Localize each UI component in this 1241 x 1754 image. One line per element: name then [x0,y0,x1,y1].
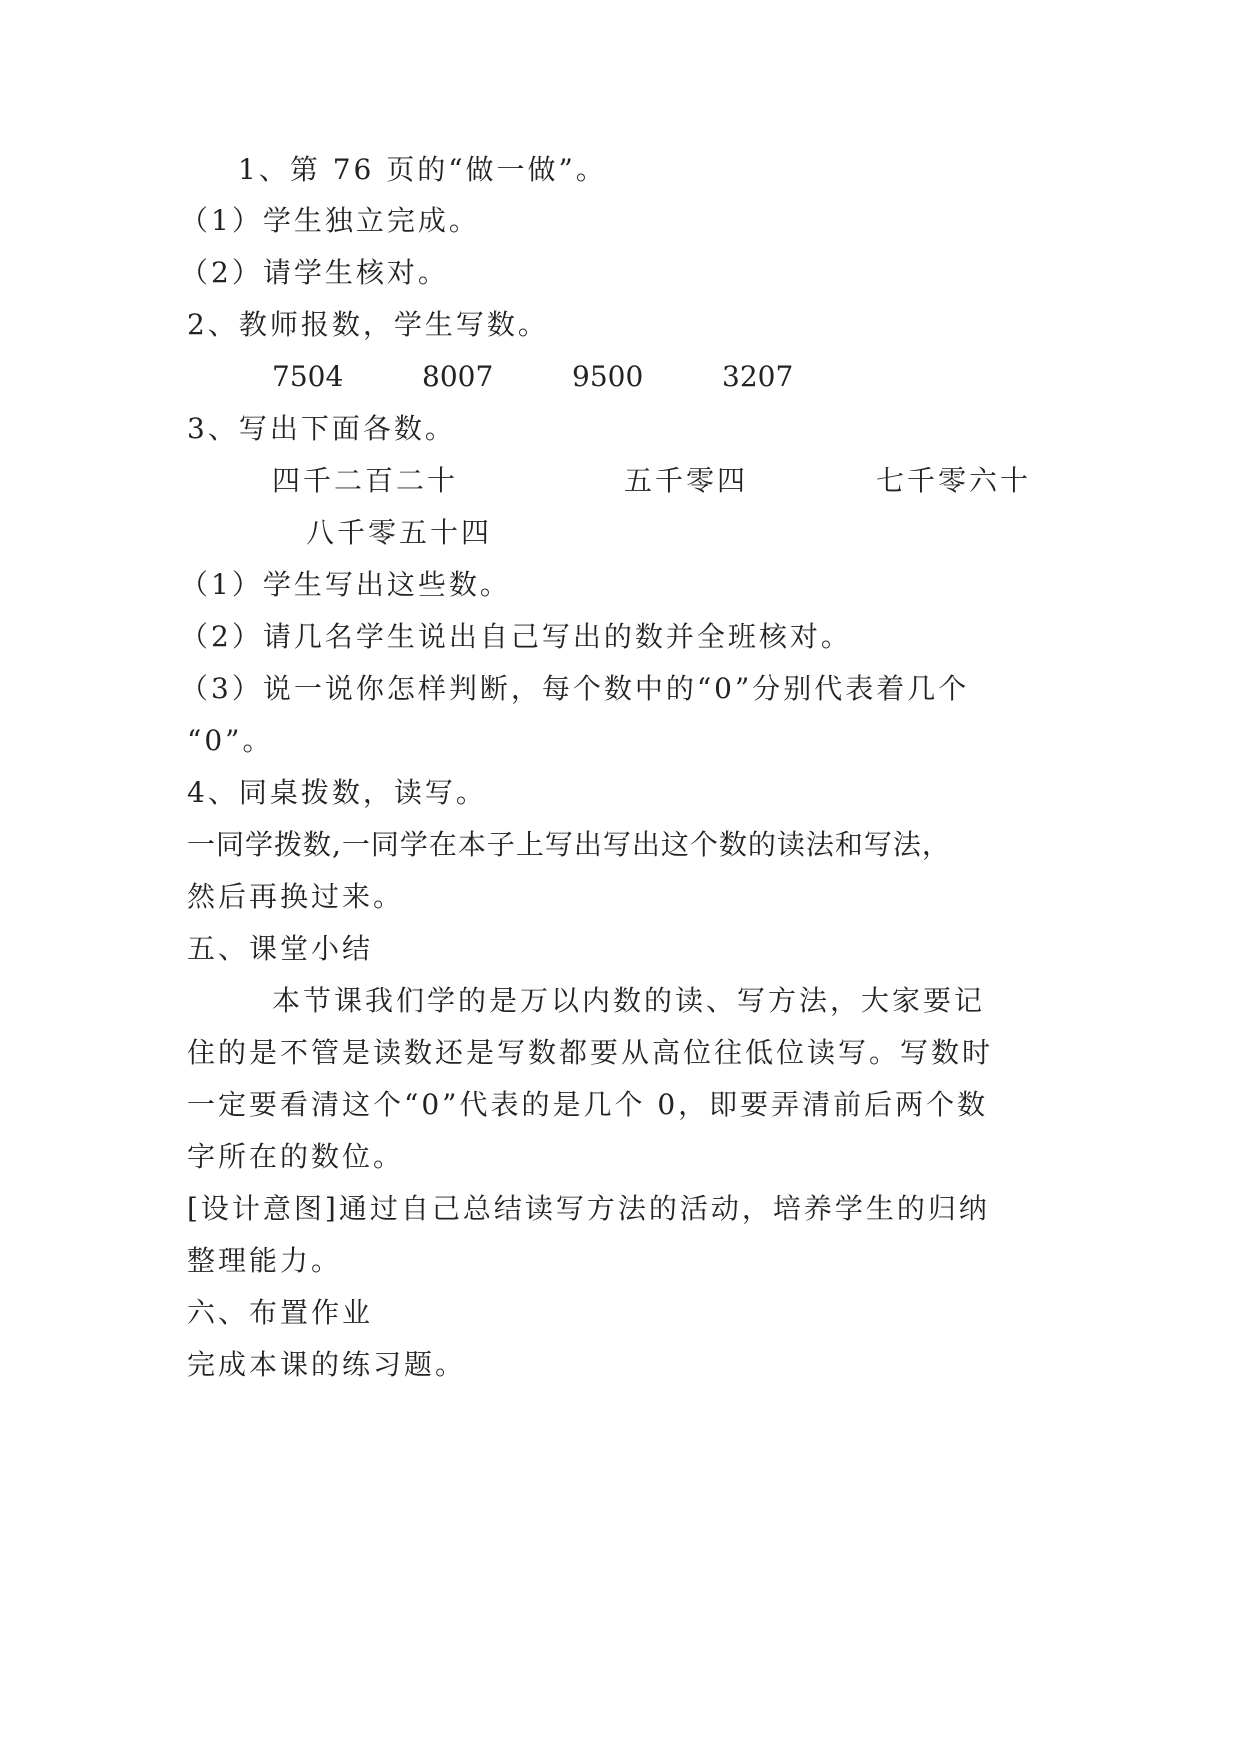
exercise-3-step-3-cont: “0”。 [187,724,274,757]
section-homework-heading: 六、布置作业 [187,1296,374,1329]
exercise-2-heading: 2、教师报数，学生写数。 [187,308,549,341]
exercise-3-step-2: （2）请几名学生说出自己写出的数并全班核对。 [180,620,852,653]
section-summary-heading: 五、课堂小结 [187,932,374,965]
chinese-number-item: 七千零六十 [876,464,1032,497]
homework-text: 完成本课的练习题。 [187,1348,467,1381]
number-item: 3207 [722,360,794,393]
exercise-1-step-1: （1）学生独立完成。 [180,204,480,237]
design-intent-line: [设计意图]通过自己总结读写方法的活动，培养学生的归纳 [187,1192,990,1225]
number-item: 9500 [572,360,644,393]
chinese-number-item: 八千零五十四 [306,516,493,549]
exercise-4-heading: 4、同桌拨数，读写。 [187,776,487,809]
exercise-1-heading: 1、第 76 页的“做一做”。 [238,153,607,186]
design-intent-line: 整理能力。 [187,1244,343,1277]
exercise-3-step-3: （3）说一说你怎样判断，每个数中的“0”分别代表着几个 [180,672,970,705]
chinese-number-item: 五千零四 [624,464,749,497]
summary-paragraph-line: 住的是不管是读数还是写数都要从高位往低位读写。写数时 [187,1036,994,1069]
exercise-4-text-cont: 然后再换过来。 [187,880,405,913]
exercise-3-heading: 3、写出下面各数。 [187,412,456,445]
exercise-1-step-2: （2）请学生核对。 [180,256,449,289]
exercise-3-step-1: （1）学生写出这些数。 [180,568,511,601]
chinese-number-item: 四千二百二十 [272,464,459,497]
summary-paragraph-line: 字所在的数位。 [187,1140,405,1173]
number-item: 8007 [422,360,494,393]
dictation-numbers [272,357,1142,397]
number-item: 7504 [272,360,344,393]
chinese-numbers-row [272,461,1142,501]
summary-paragraph-line: 一定要看清这个“0”代表的是几个 0，即要弄清前后两个数 [187,1088,989,1121]
summary-paragraph-line: 本节课我们学的是万以内数的读、写方法，大家要记 [272,984,986,1017]
exercise-4-text: 一同学拨数,一同学在本子上写出写出这个数的读法和写法， [187,828,951,861]
